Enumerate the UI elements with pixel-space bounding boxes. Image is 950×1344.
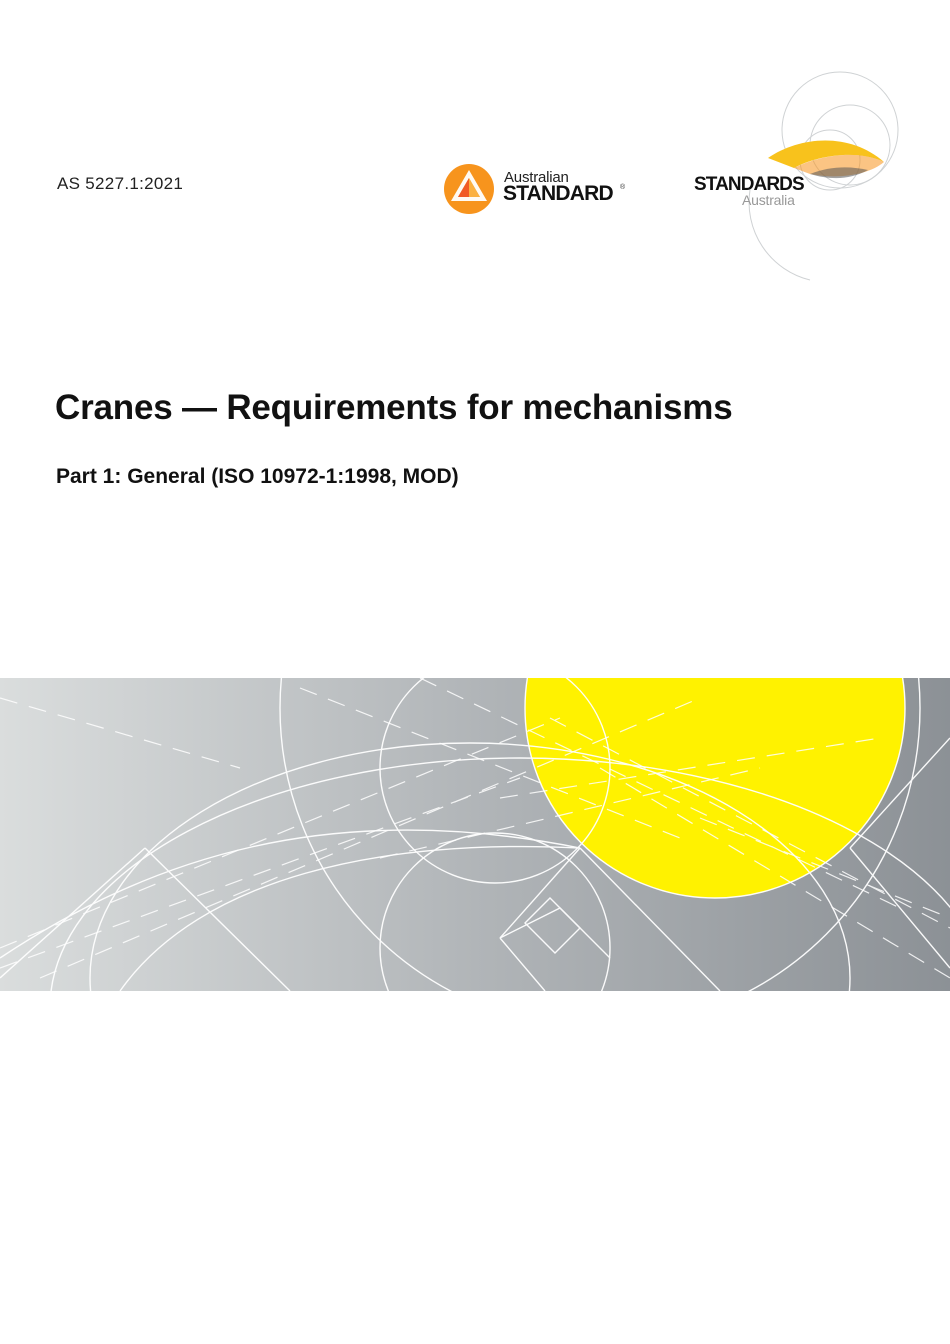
- australian-standard-logo: [444, 164, 634, 216]
- logo-line-standards: STANDARDS: [694, 174, 804, 195]
- document-subtitle: Part 1: General (ISO 10972-1:1998, MOD): [56, 465, 459, 488]
- logo-line-australia: Australia: [742, 192, 795, 208]
- document-title: Cranes — Requirements for mechanisms: [55, 388, 733, 427]
- logo-line-australian: Australian: [504, 169, 569, 186]
- document-number: AS 5227.1:2021: [57, 174, 184, 193]
- registered-mark: ®: [620, 184, 626, 191]
- standards-australia-logo: [690, 70, 910, 285]
- triangle-mark-icon: [444, 164, 496, 216]
- decorative-banner: [0, 678, 950, 991]
- logo-line-standard: STANDARD: [503, 182, 613, 205]
